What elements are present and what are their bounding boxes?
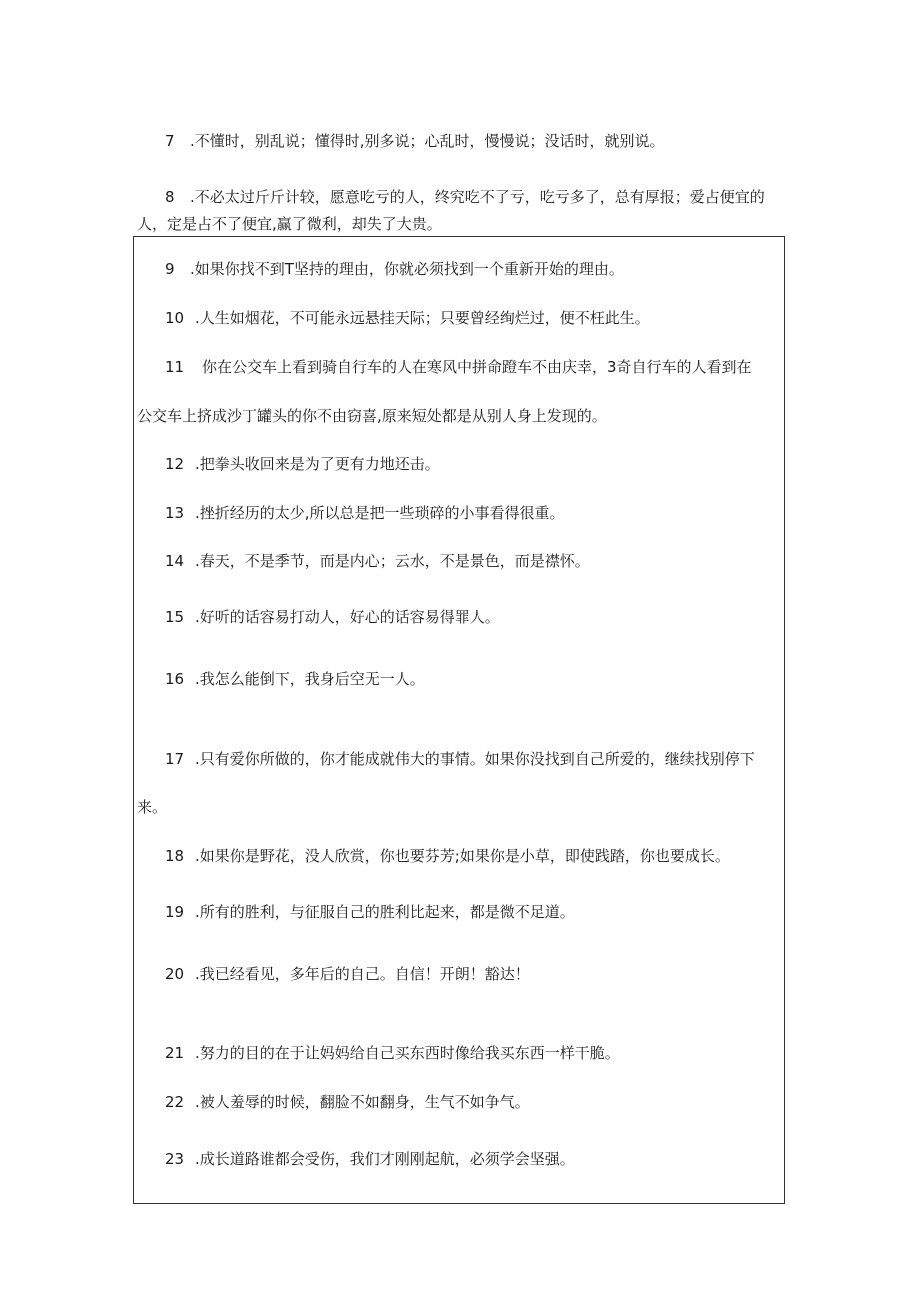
item-text: .所有的胜利，与征服自己的胜利比起来，都是微不足道。 [195, 903, 575, 921]
item-text-continuation: 人，定是占不了便宜,赢了微利，却失了大贵。 [137, 215, 442, 233]
item-number: 23 [165, 1150, 185, 1168]
item-number: 12 [165, 455, 185, 473]
item-text: .把拳头收回来是为了更有力地还击。 [195, 455, 440, 473]
item-number: 9 [165, 260, 175, 278]
item-text: 你在公交车上看到骑自行车的人在寒风中拼命蹬车不由庆幸，3奇自行车的人看到在 [202, 358, 752, 376]
item-text: .被人羞辱的时候，翻脸不如翻身，生气不如争气。 [195, 1093, 530, 1111]
item-text: .只有爱你所做的，你才能成就伟大的事情。如果你没找到自己所爱的，继续找别停下 [195, 750, 755, 768]
item-text: .春天，不是季节，而是内心；云水，不是景色，而是襟怀。 [195, 552, 590, 570]
item-text: .挫折经历的太少,所以总是把一些琐碎的小事看得很重。 [195, 504, 565, 522]
item-number: 13 [165, 504, 185, 522]
item-text: .我怎么能倒下，我身后空无一人。 [195, 670, 425, 688]
item-number: 7 [165, 132, 175, 150]
item-text: .好听的话容易打动人，好心的话容易得罪人。 [195, 608, 500, 626]
item-text: .不必太过斤斤计较，愿意吃亏的人，终究吃不了亏，吃亏多了，总有厚报；爱占便宜的 [190, 188, 765, 206]
item-number: 14 [165, 552, 185, 570]
item-text: .人生如烟花，不可能永远悬挂天际；只要曾经绚烂过，便不枉此生。 [195, 309, 650, 327]
item-number: 10 [165, 309, 185, 327]
item-number: 8 [165, 188, 175, 206]
item-number: 19 [165, 903, 185, 921]
item-number: 11 [165, 358, 185, 376]
item-text: .不懂时，别乱说；懂得时,别多说；心乱时，慢慢说；没话时，就别说。 [190, 132, 665, 150]
item-number: 15 [165, 608, 185, 626]
item-number: 20 [165, 965, 185, 983]
item-text: .努力的目的在于让妈妈给自己买东西时像给我买东西一样干脆。 [195, 1044, 620, 1062]
item-number: 16 [165, 670, 185, 688]
item-text-continuation: 来。 [137, 798, 168, 816]
item-text: .我已经看见，多年后的自己。自信！开朗！豁达！ [195, 965, 530, 983]
item-number: 21 [165, 1044, 185, 1062]
item-text: .如果你找不到T坚持的理由，你就必须找到一个重新开始的理由。 [190, 260, 624, 278]
item-number: 18 [165, 847, 185, 865]
item-text: .如果你是野花，没人欣赏，你也要芬芳;如果你是小草，即使践踏，你也要成长。 [195, 847, 730, 865]
item-text: .成长道路谁都会受伤，我们才刚刚起航，必须学会坚强。 [195, 1150, 575, 1168]
item-text-continuation: 公交车上挤成沙丁罐头的你不由窃喜,原来短处都是从别人身上发现的。 [137, 407, 607, 425]
item-number: 22 [165, 1093, 185, 1111]
item-number: 17 [165, 750, 185, 768]
